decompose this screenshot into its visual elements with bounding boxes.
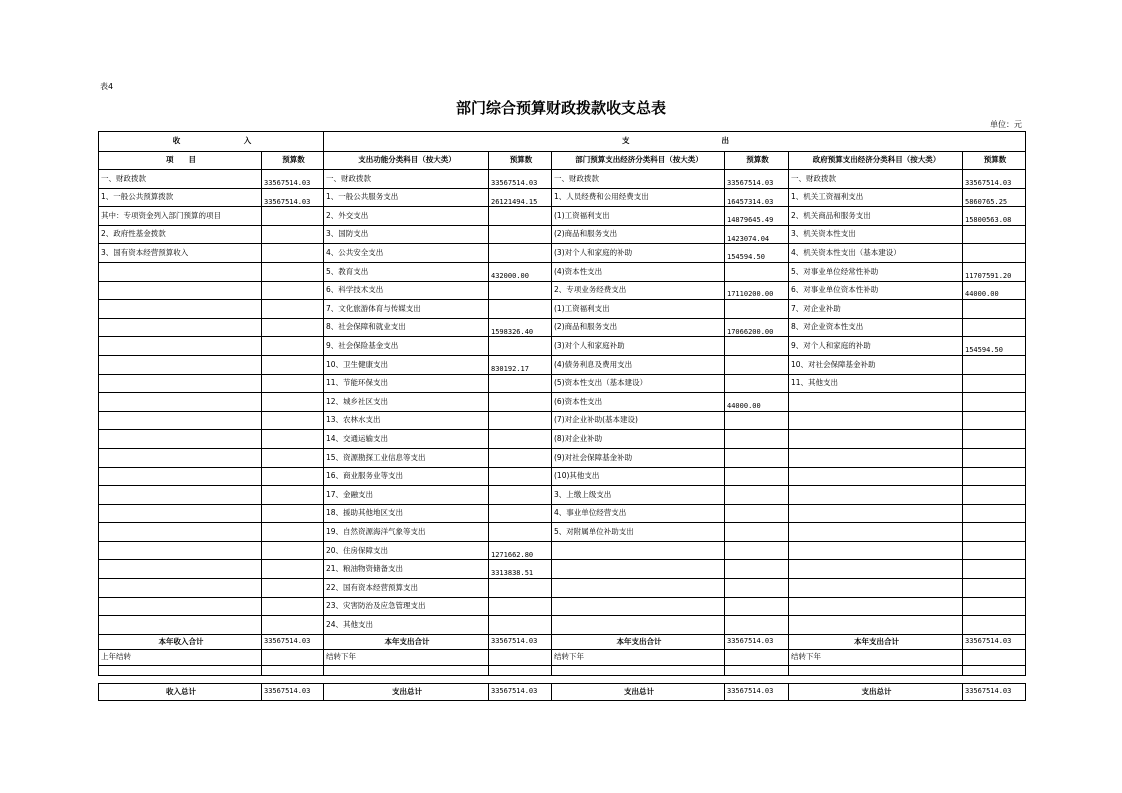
dept-economic-value (725, 355, 789, 374)
function-item: 16、商业服务业等支出 (324, 467, 489, 486)
function-value: 1271662.80 (489, 541, 552, 560)
function-value (489, 486, 552, 505)
table-row (99, 281, 1026, 300)
table-row (99, 411, 1026, 430)
gov-economic-value (963, 486, 1026, 505)
dept-economic-item: (1)工资福利支出 (552, 300, 725, 319)
dept-economic-value (725, 597, 789, 616)
function-item: 22、国有资本经营预算支出 (324, 579, 489, 598)
gov-economic-value (963, 355, 1026, 374)
gov-economic-value: 11707591.20 (963, 262, 1026, 281)
gov-economic-value (963, 244, 1026, 263)
exp-grand-total-label-3: 支出总计 (789, 683, 963, 700)
year-exp-total-label-1: 本年支出合计 (324, 634, 489, 650)
income-item (99, 318, 262, 337)
function-value (489, 597, 552, 616)
dept-economic-value (725, 430, 789, 449)
table-row (99, 541, 1026, 560)
function-item: 14、交通运输支出 (324, 430, 489, 449)
income-item (99, 430, 262, 449)
gov-economic-item: 10、对社会保障基金补助 (789, 355, 963, 374)
function-item: 11、节能环保支出 (324, 374, 489, 393)
gov-economic-item (789, 560, 963, 579)
table-row (99, 244, 1026, 263)
table-row (99, 448, 1026, 467)
income-item (99, 486, 262, 505)
gov-economic-item: 4、机关资本性支出（基本建设） (789, 244, 963, 263)
dept-economic-item: 一、财政拨款 (552, 170, 725, 189)
dept-economic-item: (8)对企业补助 (552, 430, 725, 449)
income-item: 2、政府性基金拨款 (99, 225, 262, 244)
function-item: 17、金融支出 (324, 486, 489, 505)
gov-economic-value (963, 300, 1026, 319)
budget-summary-table (98, 131, 1026, 701)
income-value (262, 300, 324, 319)
year-exp-total-label-3: 本年支出合计 (789, 634, 963, 650)
exp-grand-total-value-2: 33567514.03 (725, 683, 789, 700)
function-value: 830192.17 (489, 355, 552, 374)
income-value (262, 244, 324, 263)
dept-economic-value (725, 300, 789, 319)
gap-row (99, 675, 1026, 683)
function-value (489, 337, 552, 356)
dept-economic-value (725, 616, 789, 635)
income-value (262, 541, 324, 560)
dept-economic-item: (2)商品和服务支出 (552, 318, 725, 337)
exp-grand-total-label-1: 支出总计 (324, 683, 489, 700)
income-item: 其中：专项资金列入部门预算的项目 (99, 207, 262, 226)
dept-economic-value (725, 541, 789, 560)
dept-economic-value (725, 486, 789, 505)
function-item: 2、外交支出 (324, 207, 489, 226)
function-value (489, 616, 552, 635)
function-value (489, 393, 552, 412)
income-item (99, 541, 262, 560)
income-item (99, 523, 262, 542)
table-row (99, 170, 1026, 189)
carry-out-label-2: 结转下年 (552, 650, 725, 666)
dept-economic-item: (7)对企业补助(基本建设) (552, 411, 725, 430)
gov-economic-value (963, 467, 1026, 486)
income-item (99, 337, 262, 356)
table-row (99, 430, 1026, 449)
col-dept-economic-header: 部门预算支出经济分类科目（按大类） (552, 152, 725, 170)
expenditure-section-header (324, 132, 1026, 152)
dept-economic-value (725, 504, 789, 523)
dept-economic-value (725, 262, 789, 281)
gov-economic-item: 1、机关工资福利支出 (789, 188, 963, 207)
blank-cell (725, 665, 789, 675)
function-value (489, 207, 552, 226)
table-number: 表4 (100, 82, 114, 91)
income-item (99, 262, 262, 281)
gov-economic-item: 5、对事业单位经常性补助 (789, 262, 963, 281)
function-item: 13、农林水支出 (324, 411, 489, 430)
dept-economic-item (552, 597, 725, 616)
gov-economic-item (789, 411, 963, 430)
gov-economic-item: 2、机关商品和服务支出 (789, 207, 963, 226)
table-row (99, 374, 1026, 393)
gov-economic-value (963, 393, 1026, 412)
gov-economic-value (963, 616, 1026, 635)
function-item: 12、城乡社区支出 (324, 393, 489, 412)
dept-economic-value: 14879645.49 (725, 207, 789, 226)
gov-economic-item: 9、对个人和家庭的补助 (789, 337, 963, 356)
income-item: 1、一般公共预算拨款 (99, 188, 262, 207)
function-value (489, 467, 552, 486)
year-exp-total-label-2: 本年支出合计 (552, 634, 725, 650)
income-value (262, 337, 324, 356)
income-item (99, 448, 262, 467)
year-exp-total-value-2: 33567514.03 (725, 634, 789, 650)
gov-economic-item: 7、对企业补助 (789, 300, 963, 319)
year-income-total-value: 33567514.03 (262, 634, 324, 650)
dept-economic-item (552, 579, 725, 598)
table-row (99, 225, 1026, 244)
income-section-header (99, 132, 324, 152)
gov-economic-value: 154594.50 (963, 337, 1026, 356)
income-value (262, 523, 324, 542)
dept-economic-item: (10)其他支出 (552, 467, 725, 486)
gov-economic-item (789, 393, 963, 412)
gov-economic-item: 11、其他支出 (789, 374, 963, 393)
year-exp-total-value-1: 33567514.03 (489, 634, 552, 650)
income-item (99, 560, 262, 579)
dept-economic-value: 44000.00 (725, 393, 789, 412)
carry-out-label-3: 结转下年 (789, 650, 963, 666)
income-item (99, 355, 262, 374)
year-exp-total-value-3: 33567514.03 (963, 634, 1026, 650)
table-row (99, 337, 1026, 356)
carry-in-value (262, 650, 324, 666)
dept-economic-value (725, 560, 789, 579)
col-budget-header-4: 预算数 (963, 152, 1026, 170)
table-row (99, 188, 1026, 207)
gov-economic-item: 3、机关资本性支出 (789, 225, 963, 244)
gov-economic-value (963, 225, 1026, 244)
function-value: 26121494.15 (489, 188, 552, 207)
gov-economic-value: 44000.00 (963, 281, 1026, 300)
year-total-row (99, 634, 1026, 650)
income-value: 33567514.03 (262, 170, 324, 189)
blank-cell (963, 665, 1026, 675)
function-value (489, 579, 552, 598)
income-value: 33567514.03 (262, 188, 324, 207)
dept-economic-item: (6)资本性支出 (552, 393, 725, 412)
function-value (489, 300, 552, 319)
income-value (262, 393, 324, 412)
gov-economic-item: 6、对事业单位资本性补助 (789, 281, 963, 300)
gov-economic-item (789, 523, 963, 542)
function-value: 1598326.40 (489, 318, 552, 337)
gov-economic-item (789, 597, 963, 616)
gov-economic-value (963, 504, 1026, 523)
income-value (262, 579, 324, 598)
carry-out-value-1 (489, 650, 552, 666)
carry-out-value-3 (963, 650, 1026, 666)
gov-economic-item: 8、对企业资本性支出 (789, 318, 963, 337)
income-char-2: 入 (243, 136, 252, 146)
income-value (262, 225, 324, 244)
function-value (489, 504, 552, 523)
income-char-1: 收 (172, 136, 181, 146)
income-value (262, 560, 324, 579)
unit-label: 单位：元 (990, 120, 1022, 129)
gov-economic-value (963, 318, 1026, 337)
col-budget-header-3: 预算数 (725, 152, 789, 170)
dept-economic-value: 17066200.00 (725, 318, 789, 337)
income-item (99, 411, 262, 430)
table-row (99, 597, 1026, 616)
function-item: 3、国防支出 (324, 225, 489, 244)
table-row (99, 207, 1026, 226)
function-value: 3313838.51 (489, 560, 552, 579)
dept-economic-value: 16457314.03 (725, 188, 789, 207)
function-item: 9、社会保险基金支出 (324, 337, 489, 356)
dept-economic-item (552, 560, 725, 579)
income-item (99, 281, 262, 300)
function-item: 10、卫生健康支出 (324, 355, 489, 374)
carry-out-label-1: 结转下年 (324, 650, 489, 666)
col-budget-header-1: 预算数 (262, 152, 324, 170)
dept-economic-item: 2、专项业务经费支出 (552, 281, 725, 300)
function-item: 4、公共安全支出 (324, 244, 489, 263)
income-value (262, 318, 324, 337)
gov-economic-value: 5860765.25 (963, 188, 1026, 207)
income-value (262, 504, 324, 523)
income-value (262, 355, 324, 374)
gov-economic-item (789, 430, 963, 449)
gap-cell (99, 675, 1026, 683)
income-grand-total-label: 收入总计 (99, 683, 262, 700)
table-row (99, 616, 1026, 635)
income-item (99, 616, 262, 635)
table-row (99, 262, 1026, 281)
table-row (99, 523, 1026, 542)
gov-economic-value (963, 579, 1026, 598)
income-value (262, 597, 324, 616)
function-item: 19、自然资源海洋气象等支出 (324, 523, 489, 542)
table-row (99, 504, 1026, 523)
blank-cell (324, 665, 489, 675)
gov-economic-value (963, 374, 1026, 393)
blank-cell (262, 665, 324, 675)
income-item: 3、国有资本经营预算收入 (99, 244, 262, 263)
function-value (489, 411, 552, 430)
income-grand-total-value: 33567514.03 (262, 683, 324, 700)
table-row (99, 467, 1026, 486)
carry-row (99, 650, 1026, 666)
function-item: 23、灾害防治及应急管理支出 (324, 597, 489, 616)
gov-economic-value (963, 560, 1026, 579)
income-value (262, 616, 324, 635)
col-budget-header-2: 预算数 (489, 152, 552, 170)
exp-grand-total-value-3: 33567514.03 (963, 683, 1026, 700)
table-row (99, 579, 1026, 598)
exp-grand-total-value-1: 33567514.03 (489, 683, 552, 700)
income-value (262, 281, 324, 300)
function-value: 33567514.03 (489, 170, 552, 189)
function-item: 21、粮油物资储备支出 (324, 560, 489, 579)
income-item (99, 597, 262, 616)
gov-economic-item (789, 486, 963, 505)
function-item: 8、社会保障和就业支出 (324, 318, 489, 337)
income-item (99, 374, 262, 393)
dept-economic-value: 33567514.03 (725, 170, 789, 189)
function-value (489, 244, 552, 263)
table-row (99, 300, 1026, 319)
gov-economic-value (963, 541, 1026, 560)
gov-economic-item (789, 448, 963, 467)
table-row (99, 318, 1026, 337)
function-value (489, 225, 552, 244)
col-function-header: 支出功能分类科目（按大类） (324, 152, 489, 170)
exp-char-2: 出 (721, 136, 730, 146)
year-income-total-label: 本年收入合计 (99, 634, 262, 650)
income-value (262, 374, 324, 393)
dept-economic-item: (4)债务利息及费用支出 (552, 355, 725, 374)
dept-economic-item: (5)资本性支出（基本建设） (552, 374, 725, 393)
blank-cell (99, 665, 262, 675)
table-row (99, 486, 1026, 505)
blank-cell (789, 665, 963, 675)
income-value (262, 411, 324, 430)
dept-economic-value (725, 448, 789, 467)
table-row (99, 355, 1026, 374)
dept-economic-item: (2)商品和服务支出 (552, 225, 725, 244)
function-value (489, 430, 552, 449)
income-value (262, 262, 324, 281)
income-value (262, 207, 324, 226)
dept-economic-item (552, 616, 725, 635)
income-item (99, 300, 262, 319)
gov-economic-value (963, 523, 1026, 542)
income-value (262, 486, 324, 505)
dept-economic-value: 1423074.04 (725, 225, 789, 244)
function-value: 432000.00 (489, 262, 552, 281)
dept-economic-item: (3)对个人和家庭的补助 (552, 244, 725, 263)
blank-cell (489, 665, 552, 675)
income-value (262, 467, 324, 486)
gov-economic-value (963, 411, 1026, 430)
dept-economic-item: 3、上缴上级支出 (552, 486, 725, 505)
gov-economic-item (789, 579, 963, 598)
function-value (489, 374, 552, 393)
gov-economic-value (963, 430, 1026, 449)
col-item-header: 项 目 (99, 152, 262, 170)
blank-row (99, 665, 1026, 675)
dept-economic-item: (1)工资福利支出 (552, 207, 725, 226)
income-item (99, 579, 262, 598)
gov-economic-value: 33567514.03 (963, 170, 1026, 189)
dept-economic-value (725, 579, 789, 598)
income-item: 一、财政拨款 (99, 170, 262, 189)
function-item: 1、一般公共服务支出 (324, 188, 489, 207)
gov-economic-item (789, 541, 963, 560)
section-header-row (99, 132, 1026, 152)
dept-economic-value (725, 411, 789, 430)
gov-economic-item: 一、财政拨款 (789, 170, 963, 189)
function-item: 18、援助其他地区支出 (324, 504, 489, 523)
dept-economic-value (725, 374, 789, 393)
dept-economic-item: 1、人员经费和公用经费支出 (552, 188, 725, 207)
dept-economic-value: 154594.50 (725, 244, 789, 263)
gov-economic-value (963, 597, 1026, 616)
dept-economic-item: 4、事业单位经营支出 (552, 504, 725, 523)
function-item: 6、科学技术支出 (324, 281, 489, 300)
function-item: 5、教育支出 (324, 262, 489, 281)
function-item: 15、资源勘探工业信息等支出 (324, 448, 489, 467)
dept-economic-value: 17110200.00 (725, 281, 789, 300)
table-row (99, 393, 1026, 412)
dept-economic-item: (4)资本性支出 (552, 262, 725, 281)
dept-economic-item (552, 541, 725, 560)
carry-out-value-2 (725, 650, 789, 666)
dept-economic-value (725, 337, 789, 356)
gov-economic-item (789, 467, 963, 486)
income-item (99, 467, 262, 486)
function-value (489, 523, 552, 542)
exp-char-1: 支 (622, 136, 630, 146)
function-value (489, 448, 552, 467)
carry-in-label: 上年结转 (99, 650, 262, 666)
dept-economic-item: (3)对个人和家庭补助 (552, 337, 725, 356)
function-value (489, 281, 552, 300)
function-item: 24、其他支出 (324, 616, 489, 635)
gov-economic-item (789, 616, 963, 635)
gov-economic-value: 15800563.08 (963, 207, 1026, 226)
grand-total-row (99, 683, 1026, 700)
income-item (99, 504, 262, 523)
income-value (262, 430, 324, 449)
function-item: 7、文化旅游体育与传媒支出 (324, 300, 489, 319)
income-value (262, 448, 324, 467)
function-item: 一、财政拨款 (324, 170, 489, 189)
income-item (99, 393, 262, 412)
gov-economic-item (789, 504, 963, 523)
dept-economic-item: 5、对附属单位补助支出 (552, 523, 725, 542)
column-header-row (99, 152, 1026, 170)
dept-economic-value (725, 467, 789, 486)
table-row (99, 560, 1026, 579)
dept-economic-value (725, 523, 789, 542)
col-gov-economic-header: 政府预算支出经济分类科目（按大类） (789, 152, 963, 170)
exp-grand-total-label-2: 支出总计 (552, 683, 725, 700)
page-title: 部门综合预算财政拨款收支总表 (455, 99, 666, 117)
gov-economic-value (963, 448, 1026, 467)
function-item: 20、住房保障支出 (324, 541, 489, 560)
blank-cell (552, 665, 725, 675)
dept-economic-item: (9)对社会保障基金补助 (552, 448, 725, 467)
